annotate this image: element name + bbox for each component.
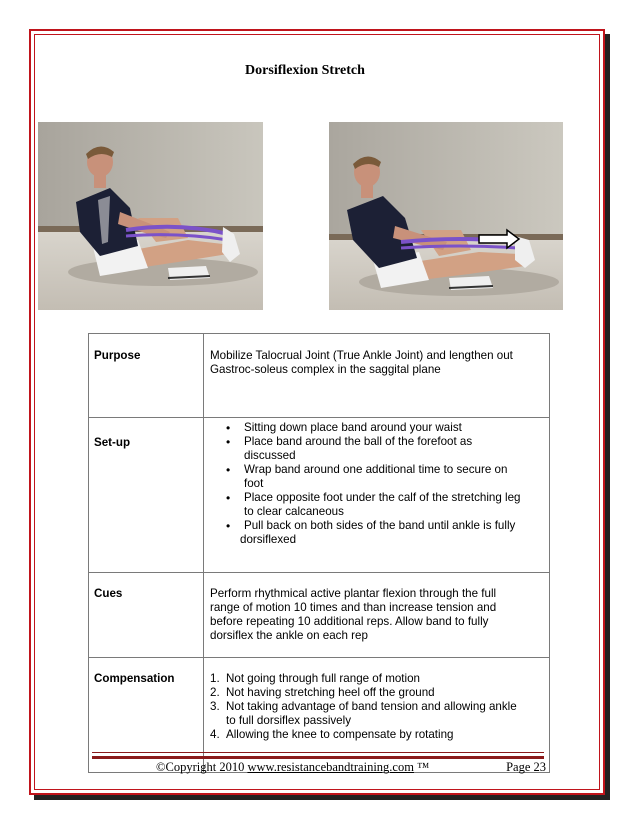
list-item-text: to clear calcaneous bbox=[244, 505, 344, 518]
cues-line: Perform rhythmical active plantar flexion through the full bbox=[210, 587, 497, 600]
cues-line: dorsiflex the ankle on each rep bbox=[210, 629, 368, 642]
list-item bbox=[210, 672, 543, 686]
purpose-line: Gastroc-soleus complex in the saggital plane bbox=[210, 363, 441, 376]
list-item-text: • Place band around the ball of the forefoot as bbox=[244, 435, 473, 448]
cues-line: range of motion 10 times and than increase tension and bbox=[210, 601, 497, 614]
row-label-compensation: Compensation bbox=[89, 658, 204, 773]
exercise-photo-stretch-position bbox=[329, 122, 563, 310]
list-item bbox=[228, 491, 543, 519]
table-row-purpose bbox=[89, 334, 550, 418]
purpose-line: Mobilize Talocrual Joint (True Ankle Joint) and lengthen out bbox=[210, 349, 513, 362]
list-item-text: • Pull back on both sides of the band until ankle is fully bbox=[244, 519, 516, 532]
list-item bbox=[210, 700, 543, 728]
exercise-info-table bbox=[88, 333, 550, 773]
list-item-text: dorsiflexed bbox=[240, 533, 297, 546]
list-number: 2. bbox=[210, 686, 220, 699]
list-item-text: Not having stretching heel off the ground bbox=[226, 686, 435, 699]
list-item bbox=[210, 686, 543, 700]
website-link[interactable]: www.resistancebandtraining.com bbox=[247, 760, 414, 774]
list-item-text: • Place opposite foot under the calf of the stretching leg bbox=[244, 491, 521, 504]
list-item bbox=[228, 463, 543, 491]
list-item-text: foot bbox=[244, 477, 264, 490]
list-number: 1. bbox=[210, 672, 220, 685]
list-item-text: • Wrap band around one additional time to secure on bbox=[244, 463, 508, 476]
copyright-notice bbox=[156, 760, 429, 775]
list-item-text: to full dorsiflex passively bbox=[226, 714, 352, 727]
list-item bbox=[228, 519, 543, 547]
list-item-text: Not taking advantage of band tension and allowing ankle bbox=[226, 700, 517, 713]
row-label-purpose: Purpose bbox=[89, 334, 204, 418]
page-title-text: Dorsiflexion Stretch bbox=[245, 63, 365, 78]
list-number: 4. bbox=[210, 728, 220, 741]
row-content-purpose bbox=[204, 334, 550, 418]
footer-rule bbox=[92, 752, 544, 753]
list-number: 3. bbox=[210, 700, 220, 713]
list-item bbox=[210, 728, 543, 742]
page-number: Page 23 bbox=[506, 760, 546, 774]
table-row-cues bbox=[89, 573, 550, 658]
list-item-text: Not going through full range of motion bbox=[226, 672, 420, 685]
trademark-symbol: ™ bbox=[413, 760, 430, 774]
compensation-list bbox=[210, 672, 543, 742]
table-row-setup bbox=[89, 418, 550, 573]
cues-line: before repeating 10 additional reps. Allow band to fully bbox=[210, 615, 489, 628]
row-content-setup bbox=[204, 418, 550, 573]
row-label-setup: Set-up bbox=[89, 418, 204, 573]
row-label-cues: Cues bbox=[89, 573, 204, 658]
list-item bbox=[228, 421, 543, 435]
list-item-text: discussed bbox=[244, 449, 296, 462]
page-title bbox=[0, 63, 638, 79]
list-item-text: • Sitting down place band around your waist bbox=[244, 421, 462, 434]
footer-rule bbox=[92, 756, 544, 759]
list-item bbox=[228, 435, 543, 463]
list-item-text: Allowing the knee to compensate by rotating bbox=[226, 728, 454, 741]
setup-list bbox=[210, 421, 543, 547]
exercise-photo-start-position bbox=[38, 122, 263, 310]
copyright-text: ©Copyright 2010 bbox=[156, 760, 248, 774]
row-content-cues bbox=[204, 573, 550, 658]
